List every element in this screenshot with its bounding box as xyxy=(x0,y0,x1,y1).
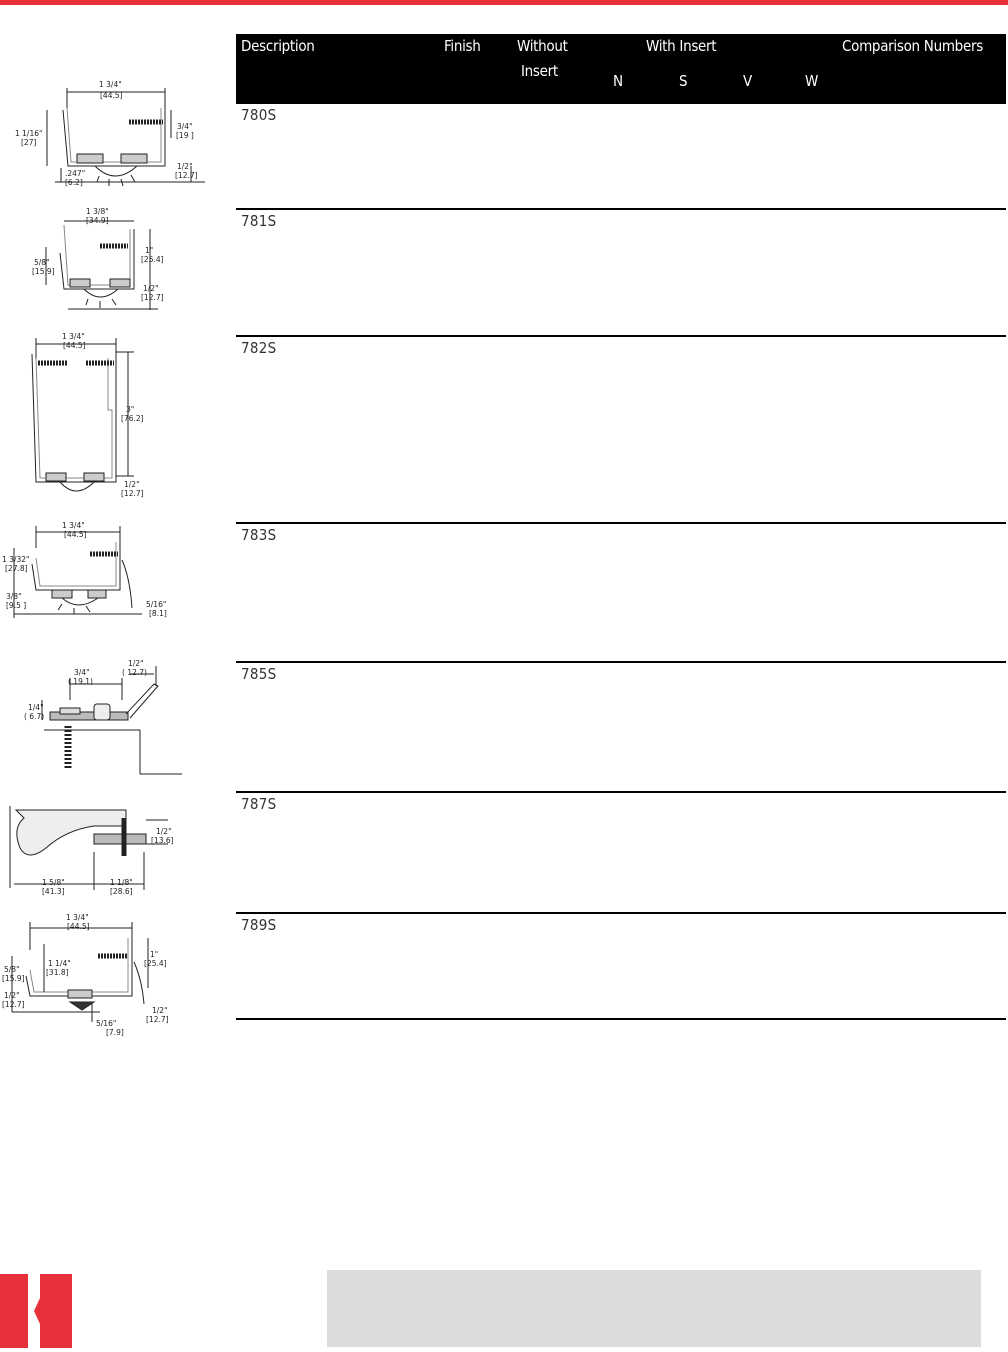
dim-label: [12.7] xyxy=(2,1000,25,1009)
dim-label: [12.7] xyxy=(141,293,164,302)
dim-label: 1" xyxy=(145,246,154,255)
col-without-insert-2: Insert xyxy=(521,62,558,80)
profile-drawing-780s xyxy=(5,78,205,198)
dim-label: [9.5 ] xyxy=(6,601,27,610)
dim-label: [41.3] xyxy=(42,887,65,896)
dim-label: 1/2" xyxy=(152,1006,168,1015)
dim-label: 5/16" xyxy=(146,600,167,609)
dim-label: 3" xyxy=(126,405,135,414)
dim-label: 1 1/8" xyxy=(110,878,133,887)
brand-logo xyxy=(0,1274,72,1348)
dim-label: 1/2" xyxy=(124,480,140,489)
profile-drawing-789s xyxy=(0,910,178,1042)
product-code: 783S xyxy=(241,526,277,544)
col-sub-n: N xyxy=(613,72,623,90)
dim-label: 1/4" xyxy=(28,703,44,712)
product-code: 781S xyxy=(241,212,277,230)
dim-label: [27] xyxy=(21,138,37,147)
product-code: 785S xyxy=(241,665,277,683)
profile-drawing-785s xyxy=(22,656,187,781)
dim-label: 1/2" xyxy=(143,284,159,293)
col-comparison: Comparison Numbers xyxy=(842,37,983,55)
dim-label: [28.6] xyxy=(110,887,133,896)
dim-label: 5/8" xyxy=(34,258,50,267)
dim-label: [12.7] xyxy=(175,171,198,180)
dim-label: 1 1/4" xyxy=(48,959,71,968)
col-without-insert: Without xyxy=(517,37,568,55)
table-row xyxy=(236,524,1006,663)
dim-label: ( 19.1) xyxy=(68,677,93,686)
table-row xyxy=(236,914,1006,1020)
dim-label: [25.4] xyxy=(144,959,167,968)
dim-label: 1 3/4" xyxy=(62,332,85,341)
product-code: 789S xyxy=(241,916,277,934)
dim-label: 1/2" xyxy=(156,827,172,836)
dim-label: ( 6.7) xyxy=(24,712,45,721)
table-row xyxy=(236,104,1006,210)
dim-label: 5/16" xyxy=(96,1019,117,1028)
dim-label: [44.5] xyxy=(67,922,90,931)
dim-label: 1 5/8" xyxy=(42,878,65,887)
profile-drawing-781s xyxy=(28,205,168,320)
dim-label: 1/2" xyxy=(177,162,193,171)
dim-label: [27.8] xyxy=(5,564,28,573)
dim-label: [25.4] xyxy=(141,255,164,264)
col-sub-v: V xyxy=(743,72,752,90)
dim-label: [7.9] xyxy=(106,1028,124,1037)
dim-label: [44.5] xyxy=(63,341,86,350)
col-sub-s: S xyxy=(679,72,688,90)
col-description: Description xyxy=(241,37,315,55)
product-code: 787S xyxy=(241,795,277,813)
dim-label: 3/4" xyxy=(74,668,90,677)
dim-label: 1/2" xyxy=(128,659,144,668)
dim-label: [8.1] xyxy=(149,609,167,618)
top-accent-bar xyxy=(0,0,1008,5)
footer-info-box xyxy=(327,1270,981,1347)
table-row xyxy=(236,337,1006,524)
dim-label: [44.5] xyxy=(64,530,87,539)
dim-label: 3/8" xyxy=(6,592,22,601)
dim-label: [19 ] xyxy=(176,131,194,140)
table-row xyxy=(236,210,1006,337)
dim-label: 1" xyxy=(150,950,159,959)
product-code: 780S xyxy=(241,106,277,124)
profile-drawing-787s xyxy=(6,798,178,898)
dim-label: 3/4" xyxy=(177,122,193,131)
dim-label: [15.9] xyxy=(2,974,25,983)
dim-label: 1/2" xyxy=(4,991,20,1000)
dim-label: [76.2] xyxy=(121,414,144,423)
profile-drawing-782s xyxy=(20,330,145,502)
dim-label: 1 3/4" xyxy=(99,80,122,89)
dim-label: 1 3/4" xyxy=(62,521,85,530)
dim-label: [34.9] xyxy=(86,216,109,225)
col-with-insert: With Insert xyxy=(646,37,717,55)
dim-label: [13.6] xyxy=(151,836,174,845)
dim-label: [31.8] xyxy=(46,968,69,977)
col-sub-w: W xyxy=(805,72,819,90)
dim-label: [6.2] xyxy=(65,178,83,187)
dim-label: [12.7] xyxy=(121,489,144,498)
table-header xyxy=(236,34,1006,104)
table-row xyxy=(236,663,1006,793)
dim-label: .247" xyxy=(65,169,86,178)
dim-label: [44.5] xyxy=(100,91,123,100)
product-code: 782S xyxy=(241,339,277,357)
profile-drawing-783s xyxy=(2,518,177,623)
col-finish: Finish xyxy=(444,37,481,55)
dim-label: 5/8" xyxy=(4,965,20,974)
dim-label: [15.9] xyxy=(32,267,55,276)
dim-label: [12.7] xyxy=(146,1015,169,1024)
dim-label: 1 3/32" xyxy=(2,555,30,564)
table-row xyxy=(236,793,1006,914)
dim-label: ( 12.7) xyxy=(122,668,147,677)
dim-label: 1 3/4" xyxy=(66,913,89,922)
dim-label: 1 3/8" xyxy=(86,207,109,216)
dim-label: 1 1/16" xyxy=(15,129,43,138)
